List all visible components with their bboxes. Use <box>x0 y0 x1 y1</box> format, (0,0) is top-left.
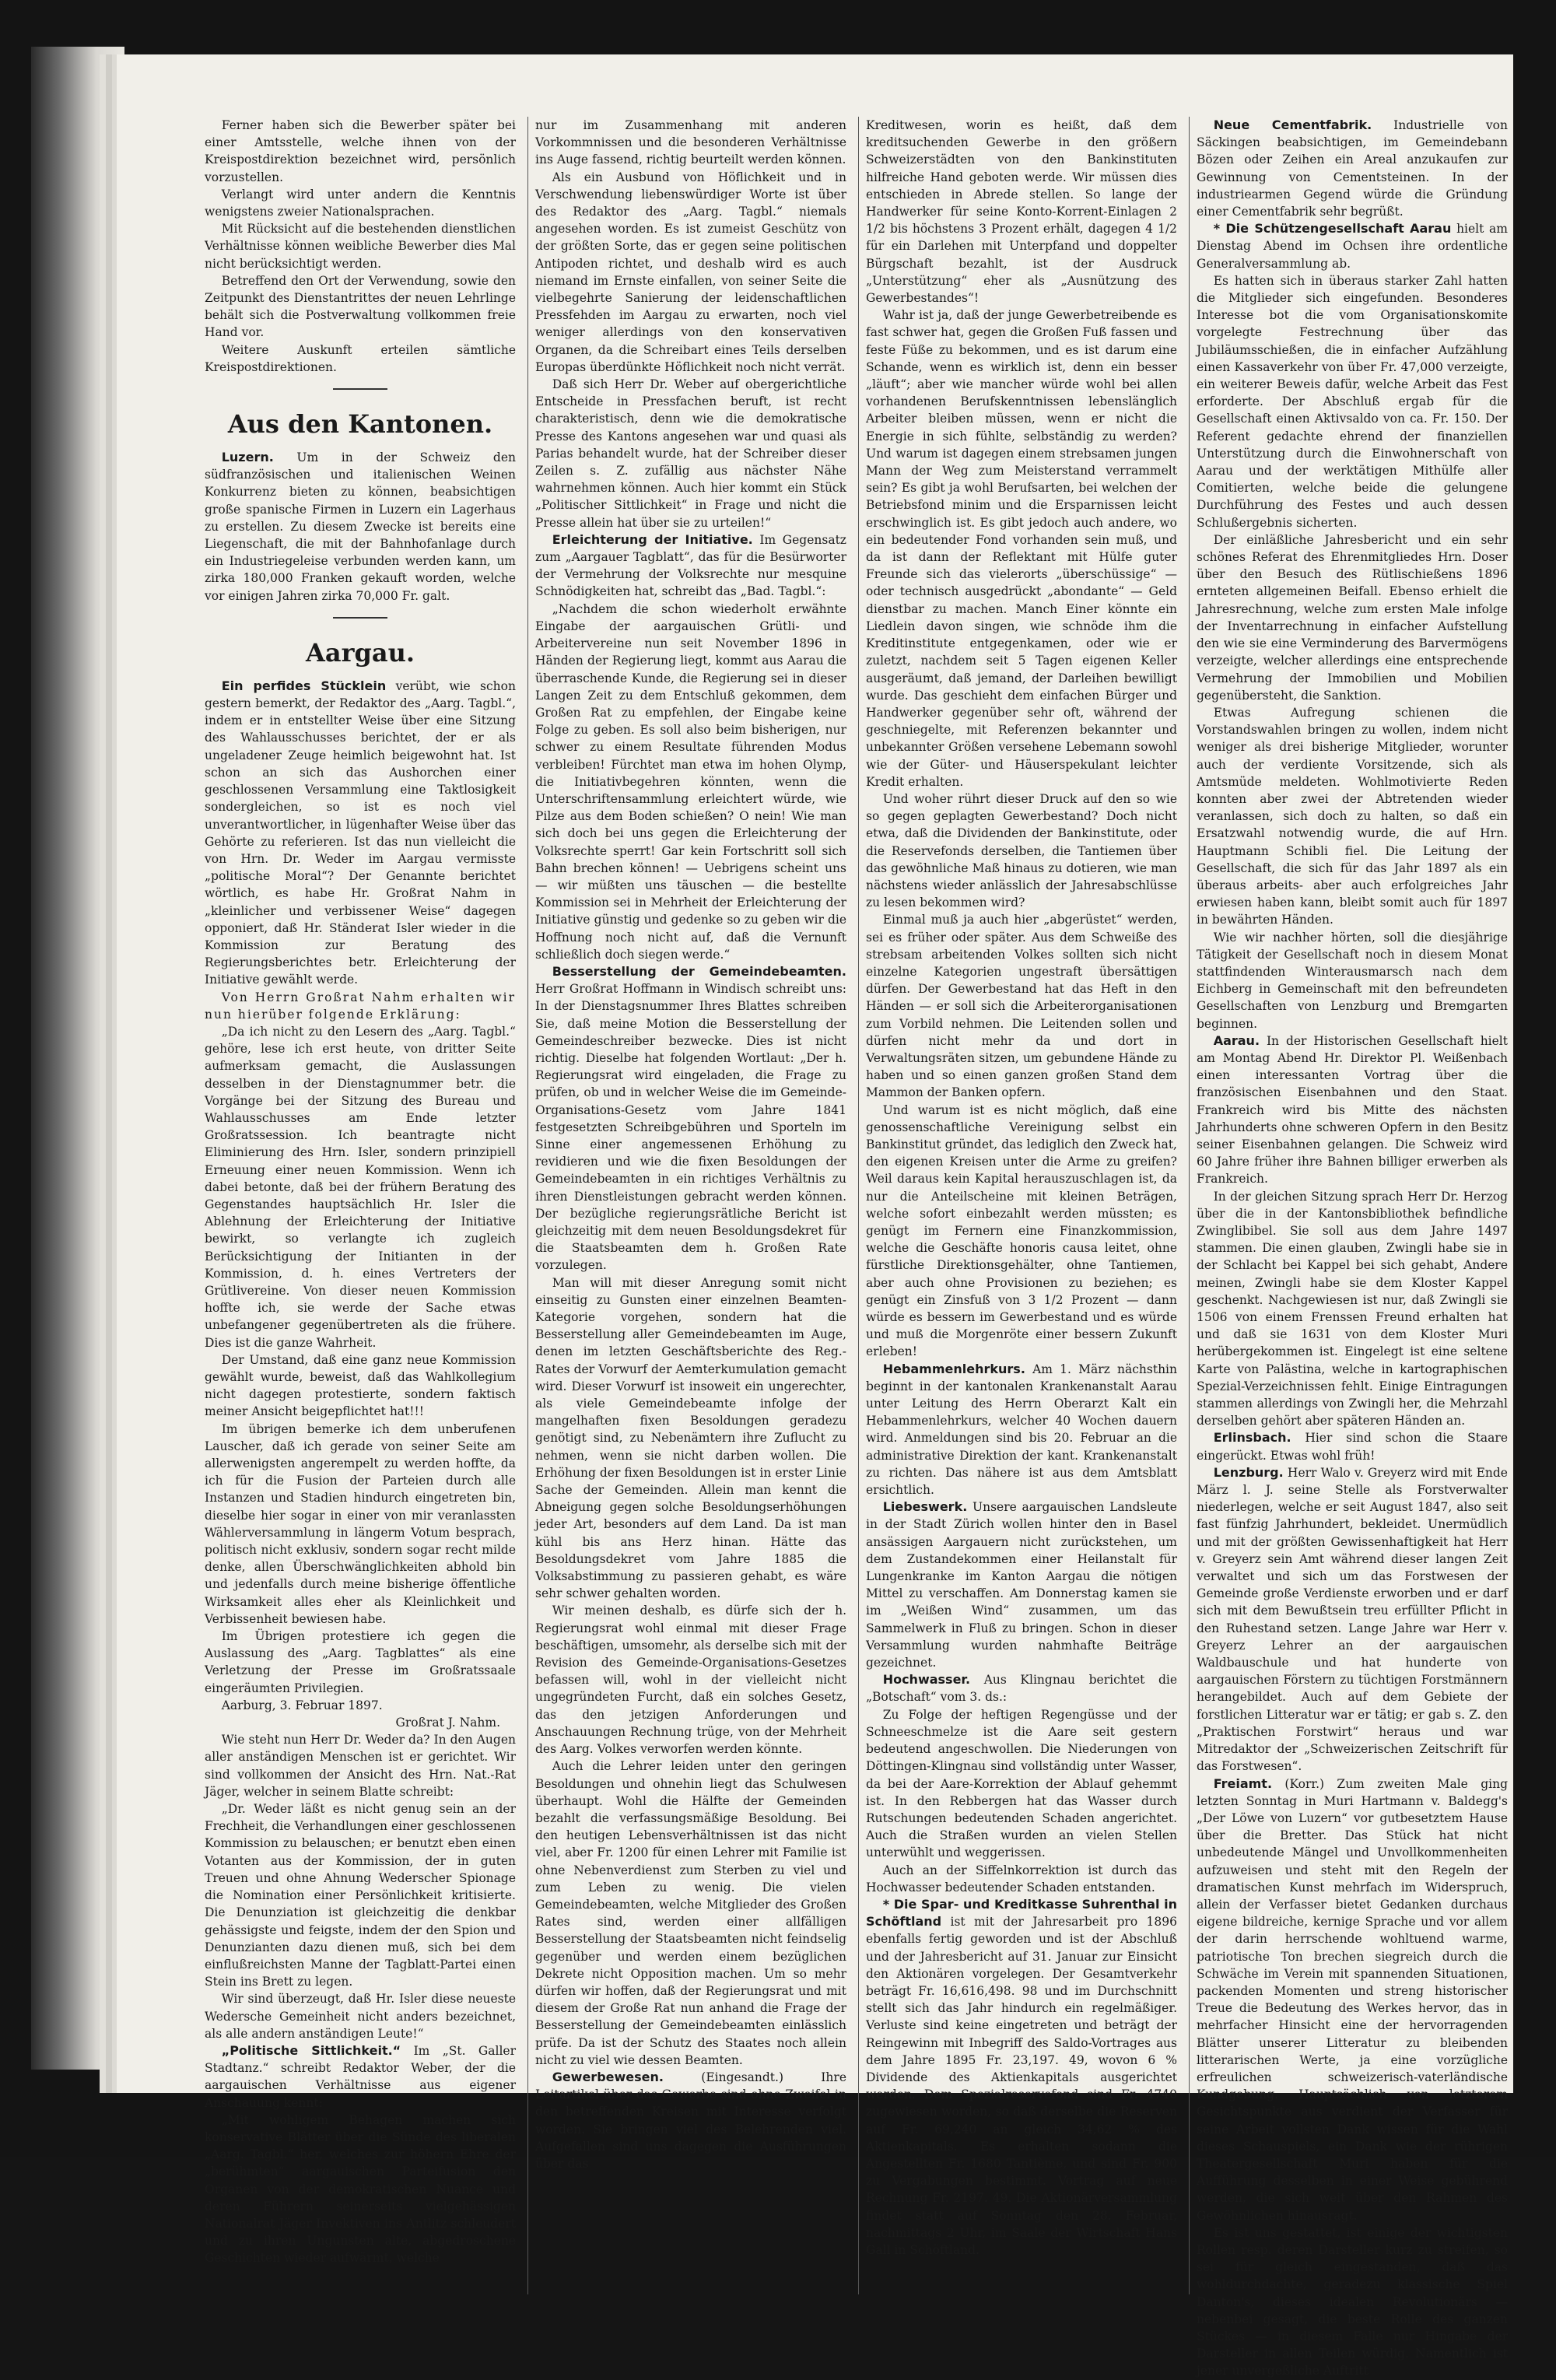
article-text: verübt, wie schon gestern bemerkt, der Redaktor des „Aarg. Tagbl.“, indem er in entstellter Weise über eine Sitzung des Wahlausschusses berichtet, der er als ungeladener Zeuge heimlich beigewohnt hat. Ist schon an sich das Aushorchen einer geschlossenen Versammlung eine Taktlosigkeit sondergleichen, so ist es noch viel unverantwortlicher, in lügenhafter Weise über das Gehörte zu referieren. Ist das nun vielleicht die von Hrn. Dr. Weder im Aargau vermisste „politische Moral“? Der Genannte berichtet wörtlich, es habe Hr. Großrat Nahm in „kleinlicher und verbissener Weise“ dagegen opponiert, daß Hr. Ständerat Isler wieder in die Kommission zur Beratung des Regierungsberichtes betr. Erleichterung der Initiative gewählt werde. <box>205 678 516 987</box>
article-text: Im Gegensatz zum „Aargauer Tagblatt“, das für die Besürworter der Vermehrung der Volksrechte nur mesquine Schnödigkeiten hat, schreibt das „Bad. Tagbl.“: <box>535 532 846 599</box>
article-lead: Luzern. <box>221 450 274 465</box>
article-text: Um in der Schweiz den südfranzösischen und italienischen Weinen Konkurrenz bieten zu können, beabsichtigen große spanische Firmen in Luzern ein Lagerhaus zu erstellen. Zu diesem Zwecke ist bereits eine Liegenschaft, die mit der Bahnhofanlage durch ein Industriegeleise verbunden werden kann, um zirka 180,000 Franken gekauft worden, welche vor einigen Jahren zirka 70,000 Fr. galt. <box>205 450 516 603</box>
paragraph: Weitere Auskunft erteilen sämtliche Kreispostdirektionen. <box>205 342 516 374</box>
paragraph: Es hatten sich in überaus starker Zahl hatten die Mitglieder sich eingefunden. Besonderes Interesse bot die vom Organisationskomite vorgelegte Festrechnung über das Jubiläumsschießen, die in einfacher Aufzählung einen Kassaverkehr von über Fr. 47,000 verzeigte, ein weiterer Beweis dafür, welche Arbeit das Fest erforderte. Der Abschluß ergab für die Gesellschaft einen Aktivsaldo von ca. Fr. 150. Der Referent gedachte ehrend der finanziellen Unterstützung durch die Einwohnerschaft von Aarau und der werktätigen Mithülfe aller Comitierten, welche beide die gelungene Durchführung des Festes und auch dessen Schlußergebnis sicherten. <box>1197 273 1508 530</box>
column-divider <box>527 117 528 2294</box>
article-lead: Erleichterung der Initiative. <box>552 531 753 547</box>
quote-paragraph: Im Übrigen protestiere ich gegen die Auslassung des „Aarg. Tagblattes“ als eine Verletzung der Presse im Großratssaale eingeräumten Privilegien. <box>205 1629 516 1695</box>
paragraph: Wir sind überzeugt, daß Hr. Isler diese neueste Wedersche Gemeinheit nicht anders bezeichnet, als alle andern anständigen Leute!“ <box>205 1992 516 2041</box>
section-heading: Aus den Kantonen. <box>227 409 493 440</box>
section-divider <box>333 388 387 390</box>
quote-paragraph: Der Umstand, daß eine ganz neue Kommission gewählt wurde, beweist, daß das Wahlkollegium nicht dagegen protestierte, sondern faktisch meiner Ansicht beigepflichtet hat!!! <box>205 1352 516 1419</box>
paragraph: Und woher rührt dieser Druck auf den so wie so gegen geplagten Gewerbestand? Doch nicht etwa, daß die Dividenden der Bankinstitute, oder die Reservefonds derselben, die Tantiemen über das gewöhnliche Maß hinaus zu dotieren, wie man nächstens wieder anlässlich der Jahresabschlüsse zu lesen bekommen wird? <box>866 791 1177 910</box>
article-text: Hier sind schon die Staare eingerückt. Etwas wohl früh! <box>1197 1431 1508 1463</box>
article-text: ist mit der Jahresarbeit pro 1896 ebenfalls fertig geworden und ist der Abschluß und der Jahresbericht auf 31. Januar zur Einsicht den Aktionären vorgelegen. Der Gesamtverkehr beträgt Fr. 16,616,498. 98 und im Durchschnitt stellt sich das Jahr hindurch ein regelmäßiger. Verluste sind keine eingetreten und beträgt der Reingewinn mit Inbegriff des Saldo-Vortrages aus dem Jahre 1895 Fr. 23,197. 49, wovon 6 % Dividende des Aktienkapitals ausgerichtet werden. Dem Spezialreservefond sind Fr. 4740 zugewiesen worden, so daß derselbe die Reserven auf Fr. 69,240 an gleich 34,62 % des Aktienkapitals. Es erhalten sodann die Angestellten Fr. 1680 Tantième, und sind Fr. 900 zu Vergabungen bestimmt. Vortrag auf neue Rechnung Fr. 2197. 49. Die Aktionärversammlung findet statt auf Sonntag den 28. Februar, nachmittags 2 Uhr, im Saale der Wirtschaft Hans Gall in Schöftland. <box>866 1915 1177 2257</box>
article-lead: Hebammenlehrkurs. <box>882 1361 1025 1376</box>
article-text: hielt am Dienstag Abend im Ochsen ihre ordentliche Generalversammlung ab. <box>1197 222 1508 271</box>
column-1 <box>205 117 516 2302</box>
article-text: Am 1. März nächsthin beginnt in der kantonalen Krankenanstalt Aarau unter Leitung des Herrn Oberarzt Kalt ein Hebammenlehrkurs, welcher 40 Wochen dauern wird. Anmeldungen sind bis 20. Februar an die administrative Direktion der kant. Krankenanstalt zu richten. Das nähere ist aus dem Amtsblatt ersichtlich. <box>866 1362 1177 1498</box>
article-lead: Liebeswerk. <box>882 1499 968 1515</box>
paragraph: Von Herrn Großrat Nahm erhalten wir nun hierüber folgende Erklärung: <box>205 990 516 1022</box>
signature: Großrat J. Nahm. <box>395 1716 500 1730</box>
column-4 <box>1197 117 1508 2378</box>
article-lead: Gewerbewesen. <box>552 2069 664 2084</box>
quote-paragraph: „Mit wohligem Behagen machen sich konservative Blätter über die Sünde des liberalen „Aarg. Tagbl.“ her, welches zur höhern Ehre der „berühmten“ aargauischen Parteifusion den Organen von der demokratischen Nuance und deren Führern seinerseits vielgehässigen Nationalrat Jäger Invektiven ins Antlitz schleudert und zu ihren Ungunsten alte, abgedroschene Geschichten wieder aufwärmt, welche <box>205 2112 516 2266</box>
quote-paragraph: Im übrigen bemerke ich dem unberufenen Lauscher, daß ich gerade von seiner Seite am allerwenigsten angerempelt zu werden hoffte, da ich für die Fusion der Parteien durch alle Instanzen und Stadien hindurch eingetreten bin, dieselbe hier sogar in einer von mir veranlassten Wählerversammlung in längerm Votum besprach, politisch nicht exklusiv, sondern sogar recht milde denke, allen Überschwänglichkeiten abhold bin und jedenfalls durch meine bisherige öffentliche Wirksamkeit alles eher als Kleinlichkeit und Verbissenheit bewiesen habe. <box>205 1421 516 1626</box>
article-text: Unsere aargauischen Landsleute in der Stadt Zürich wollen hinter den in Basel ansässigen Aargauern nicht zurückstehen, um dem Zustandekommen einer Heilanstalt für Lungenkranke im Kanton Aargau die nötigen Mittel zu verschaffen. Am Donnerstag kamen sie im „Weißen Wind“ zusammen, um das Sammelwerk in Fluß zu bringen. Schon in dieser Versammlung wurden nahmhafte Beiträge gezeichnet. <box>866 1500 1177 1670</box>
column-divider <box>858 117 859 2294</box>
article-lead: Besserstellung der Gemeindebeamten. <box>552 963 846 979</box>
paragraph: nur im Zusammenhang mit anderen Vorkommnissen und die besonderen Verhältnisse ins Auge fassend, richtig beurteilt werden können. <box>535 118 846 167</box>
paragraph: Und warum ist es nicht möglich, daß eine genossenschaftliche Vereinigung selbst ein Bankinstitut gründet, das lediglich den Zweck hat, den eigenen Kreisen unter die Arme zu greifen? Weil daraus kein Kapital herauszuschlagen ist, da nur die Anteilscheine mit kleinen Beträgen, welche sofort einbezahlt werden müssten; es genügt im Fernern eine Finanzkommission, welche die Geschäfte honoris causa leitet, ohne fürstliche Direktionsgehälter, ohne Tantiemen, aber auch ohne Provisionen zu beziehen; es genügt ein Zinsfuß von 3 1/2 Prozent — dann würde es bessern im Gewerbestand und es würde und muß die Morgenröte einer bessern Zukunft erleben! <box>866 1102 1177 1359</box>
paragraph: Als ein Ausbund von Höflichkeit und in Verschwendung liebenswürdiger Worte ist über des Redaktor des „Aarg. Tagbl.“ niemals angesehen worden. Es ist zumeist Geschütz von der größten Sorte, das er gegen seine politischen Antipoden richtet, und deshalb wird es auch niemand im Ernste einfallen, von seiner Seite die vielbegehrte Sanierung der leidenschaftlichen Pressfehden im Aargau zu erwarten, noch viel weniger allerdings von den konservativen Organen, da die Schreibart eines Teils derselben Europas überdünkte Höflichkeit noch nicht verrät. <box>535 170 846 374</box>
dateline: Aarburg, 3. Februar 1897. <box>221 1698 383 1712</box>
article-lead: Erlinsbach. <box>1213 1430 1291 1446</box>
article-lead: * Die Spar- und Kreditkasse Suhrenthal in Schöftland <box>866 1896 1177 1930</box>
article-text: Herr Walo v. Greyerz wird mit Ende März l. J. seine Stelle als Forstverwalter niederlegen, welche er seit August 1847, also seit fast fünfzig Jahrhundert, bekleidet. Unermüdlich und mit der größten Gewissenhaftigkeit hat Herr v. Greyerz sein Amt während dieser langen Zeit verwaltet und sich um das Forstwesen der Gemeinde große Verdienste erworben und er darf sich mit dem Bewußtsein treu erfüllter Pflicht in den Ruhestand setzen. Lange Jahre war Herr v. Greyerz Lehrer an der aargauischen Waldbauschule und hat hunderte von aargauischen Förstern zu tüchtigen Forstmännern herangebildet. Auch auf dem Gebiete der forstlichen Litteratur war er tätig; er gab s. Z. den „Praktischen Forstwirt“ heraus und war Mitredaktor der „Schweizerischen Zeitschrift für das Forstwesen“. <box>1197 1465 1508 1774</box>
article-lead: Aarau. <box>1213 1032 1260 1048</box>
paragraph: Verlangt wird unter andern die Kenntnis wenigstens zweier Nationalsprachen. <box>205 187 516 219</box>
section-divider <box>333 617 387 619</box>
paragraph: Wie steht nun Herr Dr. Weder da? In den Augen aller anständigen Menschen ist er gerichtet. Wir sind vollkommen der Ansicht des Hrn. Nat.-Rat Jäger, welcher in seinem Blatte schreibt: <box>205 1733 516 1799</box>
paragraph: Ferner haben sich die Bewerber später bei einer Amtsstelle, welche ihnen von der Kreispostdirektion bezeichnet wird, persönlich vorzustellen. <box>205 118 516 184</box>
paragraph: Man will mit dieser Anregung somit nicht einseitig zu Gunsten einer einzelnen Beamten-Kategorie vorgehen, sondern hat die Besserstellung aller Gemeindebeamten im Auge, denen im letzten Geschäftsberichte des Reg.-Rates der Vorwurf der Aemterkumulation gemacht wird. Dieser Vorwurf ist insoweit ein ungerechter, als viele Gemeindebeamte infolge der mangelhaften fixen Besoldungen geradezu genötigt sind, zu Nebenämtern ihre Zuflucht zu nehmen, wenn sie nicht darben wollen. Die Erhöhung der fixen Besoldungen ist in erster Linie Sache der Gemeinden. Allein man kennt die Abneigung gegen solche Besoldungserhöhungen jeder Art, besonders auf dem Land. Da ist man kühl bis ans Herz hinan. Hätte das Besoldungsdekret vom Jahre 1885 die Volksabstimmung zu passieren gehabt, es wäre sehr schwer gehalten worden. <box>535 1275 846 1601</box>
paragraph: Wahr ist ja, daß der junge Gewerbetreibende es fast schwer hat, gegen die Großen Fuß fassen und feste Füße zu bekommen, und es ist darum eine Schande, wenn es wirklich ist, denn ein besser „läuft“; aber wie mancher würde wohl bei allen vorhandenen Berufskenntnissen lebenslänglich Arbeiter bleiben müssen, wenn er nicht die Energie in sich fühlte, selbständig zu werden? Und warum ist dagegen einem strebsamen jungen Mann der Weg zum Meisterstand verrammelt sein? Es gibt ja wohl Berufsarten, bei welchen der Betriebsfond minim und die Ersparnissen leicht erschwinglich ist. Es gibt jedoch auch andere, wo ein bedeutender Fond vorhanden sein muß, und da ist dann der Reflektant mit Hülfe guter Freunde sich das vielerorts „überschüssige“ — oder technisch ausgedrückt „abondante“ — Geld dienstbar zu machen. Manch Einer könnte ein Liedlein davon singen, wie schnöde ihm die Kreditinstitute entgegenkamen, oder wie er zuletzt, nachdem seit 5 Tagen eigenen Keller ausgeräumt, daß jemand, der Darleihen bewilligt wurde. Das geschieht dem einfachen Bürger und Handwerker gegenüber sehr oft, während der geschniegelte, mit Referenzen bekannter und unbekannter Größen versehene Lebemann sowohl wie der Güter- und Häuserspekulant leichter Kredit erhalten. <box>866 308 1177 789</box>
paragraph: Zu Folge der heftigen Regengüsse und der Schneeschmelze ist die Aare seit gestern bedeutend angeschwollen. Die Niederungen von Döttingen-Klingnau sind vollständig unter Wasser, da bei der Aare-Korrektion der Ablauf gehemmt ist. In den Rebbergen hat das Wasser durch Rutschungen bedeutenden Schaden angerichtet. Auch die Straßen wurden an vielen Stellen unterwühlt und weggerissen. <box>866 1707 1177 1860</box>
paragraph: In der gleichen Sitzung sprach Herr Dr. Herzog über die in der Kantonsbibliothek befindliche Zwinglibibel. Sie soll aus dem Jahre 1497 stammen. Die einen glauben, Zwingli habe sie in der Schlacht bei Kappel bei sich gehabt, Andere meinen, Zwingli habe sie dem Kloster Kappel geschenkt. Nachgewiesen ist nur, daß Zwingli sie 1506 von einem Frenssen Freund erhalten hat und daß sie 1631 von dem Kloster Muri herübergekommen ist. Eingelegt ist eine seltene Karte von Palästina, welche in kartographischen Spezial-Verzeichnissen fehlt. Einige Eintragungen stammen allerdings von Zwingli her, die Mehrzahl derselben gehört aber späteren Händen an. <box>1197 1189 1508 1428</box>
article-text: (Eingesandt.) Ihre Leitartikel über das Gewerbe sind ohne Zweifel in den betreffenden Kreisen mit Interesse verfolgt worden. Sie bringen viel des Belehrenden viel. Aufgefallen sind uns dagegen die Ausführungen über das <box>535 2070 846 2171</box>
paragraph: Mit Rücksicht auf die bestehenden dienstlichen Verhältnisse können weibliche Bewerber dies Mal nicht berücksichtigt werden. <box>205 222 516 271</box>
article-lead: Hochwasser. <box>882 1672 971 1688</box>
paragraph: Betreffend den Ort der Verwendung, sowie den Zeitpunkt des Dienstantrittes der neuen Lehrlinge behält sich die Postverwaltung vollkommen freie Hand vor. <box>205 273 516 340</box>
column-divider <box>1189 117 1190 2294</box>
article-lead: Ein perfides Stücklein <box>221 678 387 693</box>
article-lead: Lenzburg. <box>1213 1464 1284 1480</box>
paragraph: Kreditwesen, worin es heißt, daß dem kreditsuchenden Gewerbe in den größern Schweizerstädten von den Bankinstituten hilfreiche Hand geboten werde. Wir müssen dies entschieden in Abrede stellen. So lange der Handwerker für seine Konto-Korrent-Einlagen 2 1/2 bis höchstens 3 Prozent erhält, dagegen 4 1/2 für ein Darlehen mit Unterpfand und doppelter Bürgschaft bezahlt, ist der Ausdruck „Unterstützung“ eher als „Ausnützung des Gewerbestandes“! <box>866 118 1177 306</box>
article-text: Herr Großrat Hoffmann in Windisch schreibt uns: In der Dienstagsnummer Ihres Blattes schreiben Sie, daß meine Motion die Besserstellung der Gemeindeschreiber bezwecke. Dies ist nicht richtig. Dieselbe hat folgenden Wortlaut: „Der h. Regierungsrat wird eingeladen, die Frage zu prüfen, ob und in welcher Weise die im Gemeinde-Organisations-Gesetz vom Jahre 1841 festgesetzten Schreibgebühren und Sporteln im Sinne einer angemessenen Erhöhung zu revidieren und wie die fixen Besoldungen der Gemeindebeamten in ein richtiges Verhältnis zu ihren Dienstleistungen gebracht werden können. Der bezügliche regierungsrätliche Bericht ist gleichzeitig mit dem neuen Besoldungsdekret für die Staatsbeamten dem h. Großen Rate vorzulegen. <box>535 982 846 1273</box>
article-lead: * Die Schützengesellschaft Aarau <box>1213 221 1452 237</box>
column-3 <box>866 117 1177 2302</box>
section-heading: Aargau. <box>306 637 415 668</box>
paragraph: Auch an der Siffelnkorrektion ist durch das Hochwasser bedeutender Schaden entstanden. <box>866 1863 1177 1895</box>
page-fold-shadow <box>31 47 124 2070</box>
article-text: Industrielle von Säckingen beabsichtigen, im Gemeindebann Bözen oder Zeihen ein Areal anzukaufen zur Gewinnung von Cementsteinen. In der industriearmen Gegend würde die Gründung einer Cementfabrik sehr begrüßt. <box>1197 118 1508 219</box>
quote-paragraph: „Da ich nicht zu den Lesern des „Aarg. Tagbl.“ gehöre, lese ich erst heute, von dritter Seite aufmerksam gemacht, die Auslassungen desselben in der Dienstagnummer betr. die Vorgänge bei der Sitzung des Bureau und Wahlausschusses am Ende letzter Großratssession. Ich beantragte nicht Eliminierung des Hrn. Isler, sondern prinzipiell Erneuung einer neuen Kommission. Wenn ich dabei betonte, daß bei der frühern Beratung des Gegenstandes hauptsächlich Hr. Isler die Ablehnung der Erleichterung der Initiative bewirkt, so verlangte ich zugleich Berücksichtigung der Initianten in der Kommission, d. h. eines Vertreters der Grütlivereine. Von dieser neuen Kommission hoffte ich, sie werde der Sache etwas unbefangener gegenübertreten als die frühere. Dies ist die ganze Wahrheit. <box>205 1024 516 1350</box>
article-text: Im „St. Galler Stadtanz.“ schreibt Redaktor Weber, der die aargauischen Verhältnisse aus eigener Anschauung kennt: <box>205 2043 516 2110</box>
paragraph: Daß sich Herr Dr. Weber auf obergerichtliche Entscheide in Pressfachen beruft, ist recht charakteristisch, denn wie die demokratische Presse des Kantons angesehen war und quasi als Parias behandelt wurde, hat der Schreiber dieser Zeilen s. Z. zufällig aus nächster Nähe wahrnehmen können. Auch hier kommt ein Stück „Politischer Sittlichkeit“ in Frage und nicht die Presse allein hat über sie zu urteilen!“ <box>535 377 846 530</box>
paragraph: Etwas Aufregung schienen die Vorstandswahlen bringen zu wollen, indem nicht weniger als drei bisherige Mitglieder, worunter auch der verdiente Vorsitzende, sich als Amtsmüde meldeten. Wohlmotivierte Reden konnten aber zwei der Abtretenden wieder veranlassen, sich doch zu halten, so daß ein Ersatzwahl notwendig wurde, die auf Hrn. Hauptmann Schibli fiel. Die Leitung der Gesellschaft, die sich für das Jahr 1897 als ein überaus arbeits- aber auch erfolgreiches Jahr erwiesen haben kann, bleibt somit auch für 1897 in bewährten Händen. <box>1197 705 1508 927</box>
quote-paragraph: „Nachdem die schon wiederholt erwähnte Eingabe der aargauischen Grütli- und Arbeitervereine nun seit November 1896 in Händen der Regierung liegt, kommt aus Aarau die überraschende Kunde, die Regierung sei in dieser Langen Zeit zu dem Entschluß gekommen, dem Großen Rat zu empfehlen, der Eingabe keine Folge zu geben. Es soll also beim bisherigen, nur schwer zu einem Resultate führenden Modus verbleiben! Fürchtet man etwa im hohen Olymp, die Initiativbegehren könnten, wenn die Unterschriftensammlung erleichtert würde, wie Pilze aus dem Boden schießen? O nein! Wie man sich doch bei uns gegen die Erleichterung der Volksrechte sperrt! Gar kein Fortschritt soll sich Bahn brechen können! — Uebrigens scheint uns — wir müßten uns täuschen — die bestellte Kommission sei in Mehrheit der Erleichterung der Initiative günstig und gedenke so zu geben wir die Hoffnung noch nicht auf, daß die Vernunft schließlich doch siegen werde.“ <box>535 601 846 962</box>
quote-paragraph: „Dr. Weder läßt es nicht genug sein an der Frechheit, die Verhandlungen einer geschlossenen Kommission zu belauschen; er benutzt eben einen Votanten aus der Kommission, der in guten Treuen und ohne Ahnung Wederscher Spionage die Nomination einer Persönlichkeit kritisierte. Die Denunziation ist gleichzeitig die denkbar gehässigste und feigste, indem der den Spion und Denunzianten dazu dienen muß, sich bei dem einflußreichsten Manne der Tagblatt-Partei einen Stein ins Brett zu legen. <box>205 1802 516 1989</box>
article-text: Aus Klingnau berichtet die „Botschaft“ vom 3. ds.: <box>866 1673 1177 1705</box>
paragraph: Einmal muß ja auch hier „abgerüstet“ werden, sei es früher oder später. Aus dem Schweiße des strebsam arbeitenden Volkes sollten sich nicht einzelne Kategorien ungestraft übersättigen dürfen. Der Gewerbestand hat das Heft in den Händen — er soll sich die Arbeiterorganisationen zum Vorbild nehmen. Die Leitenden sollen und dürfen nicht mehr da und dort in Verwaltungsräten sitzen, um gebundene Hände zu haben und so einen ganzen großen Stand dem Mammon der Banken opfern. <box>866 913 1177 1100</box>
article-lead: Freiamt. <box>1213 1775 1273 1791</box>
paragraph: Es ist uns gestattet, ist einige der wichtigsten Rollen resp. deren Darsteller kurz zu streifen, so sei für gleich eingestanden, daß das wohldurchdachte, geradezu klassische Spiel Danton's, dieses idealen Revolutionärs — nebenbei gesagt, die beste Rolle des ganzen Stückes — in diesem Falle nur Hingabe der Darsteller in allen Teilen würdig. Namentlich ist jener unvergeßliche Auftritt <box>1197 2225 1508 2378</box>
paragraph: Wie wir nachher hörten, soll die diesjährige Tätigkeit der Gesellschaft noch in diesem Monat stattfindenden Winterausmarsch nach dem Eichberg in Gemeinschaft mit den befreundeten Gesellschaften von Lenzburg und Bremgarten beginnen. <box>1197 930 1508 1031</box>
paragraph: Auch die Lehrer leiden unter den geringen Besoldungen und ohnehin liegt das Schulwesen überhaupt. Wohl die Hälfte der Gemeinden bezahlt die verfassungsmäßige Besoldung. Bei den heutigen Lebensverhältnissen ist das nicht viel, aber Fr. 1200 für einen Lehrer mit Familie ist ohne Nebenverdienst zum Sterben zu viel und zum Leben zu wenig. Die vielen Gemeindebeamten, welche Mitglieder des Großen Rates sind, werden einer allfälligen Besserstellung der Staatsbeamten nicht feindselig gegenüber und werden einem bezüglichen Dekrete nicht Opposition machen. Um so mehr dürfen wir hoffen, daß der Regierungsrat und mit diesem der Große Rat nun anhand die Frage der Besserstellung der Gemeindebeamten einlässlich prüfe. Da ist der Schutz des Staates noch allein nicht zu viel wie dessen Beamten. <box>535 1759 846 2067</box>
article-text: (Korr.) Zum zweiten Male ging letzten Sonntag in Muri Hartmann v. Baldegg's „Der Löwe von Luzern“ vor gutbesetztem Hause über die Bretter. Das Stück hat nicht unbedeutende Mängel und Unvollkommenheiten aufzuweisen und steht mit den Regeln der dramatischen Kunst mehrfach im Widerspruch, allein der Verfasser bietet Gedanken durchaus eigene bildreiche, kernige Sprache und vor allem der darin herrschende wohltuend warme, patriotische Ton brechen siegreich durch die Schwäche im Verein mit spannenden Situationen, packenden Momenten und streng historischer Treue die Bedeutung des Werkes hervor, das in mehrfacher Hinsicht eine der hervorragenden Blätter unserer Litteratur zu bleibenden litterarischen Werte, ja eine vorzügliche erfreulichen schweizerisch-vaterländische Kundgebung. Hauptsächlich von letzterem Gesichtspunkte aus verdient der Verfasser für seine Arbeit vollsten Dank wissen für die Wahl dieses Schauspiels, ein Dank wie der rührigen Theatergesellschaft Muri haben für die Aufführung desselben in einer Weise gebührend werden, die sich weit über den Rahmen des Gewöhnlichen hinausragt. <box>1197 1776 1508 2223</box>
paragraph: Der einläßliche Jahresbericht und ein sehr schönes Referat des Ehrenmitgliedes Hrn. Doser über den Besuch des Rütlischießens 1896 ernteten allgemeinen Beifall. Ebenso erhielt die Jahresrechnung, welche zum ersten Male infolge der Inventarrechnung in einfacher Aufstellung den wie sie eine Verminderung des Barvermögens verzeigte, welcher allerdings eine entsprechende Vermehrung der Immobilien und Mobilien gegenübersteht, die Sanktion. <box>1197 532 1508 703</box>
article-lead: „Politische Sittlichkeit.“ <box>221 2042 401 2058</box>
column-2 <box>535 117 846 2302</box>
article-lead: Neue Cementfabrik. <box>1213 117 1372 132</box>
article-text: In der Historischen Gesellschaft hielt am Montag Abend Hr. Direktor Pl. Weißenbach einen interessanten Vortrag über die französischen Eisenbahnen und den Staat. Frankreich wird bis Mitte des nächsten Jahrhunderts ohne schweren Opfern in den Besitz seiner Eisenbahnen gelangen. Die Schweiz wird 60 Jahre früher ihre Bahnen billiger erwerben als Frankreich. <box>1197 1033 1508 1186</box>
paragraph: Wir meinen deshalb, es dürfe sich der h. Regierungsrat wohl einmal mit dieser Frage beschäftigen, umsomehr, als derselbe sich mit der Revision des Gemeinde-Organisations-Gesetzes befassen will, wohl in der vielleicht nicht ungegründeten Furcht, daß ein solches Gesetz, das den jetzigen Anforderungen und Anschauungen Rechnung trüge, von der Mehrheit des Aarg. Volkes verworfen werden könnte. <box>535 1604 846 1757</box>
